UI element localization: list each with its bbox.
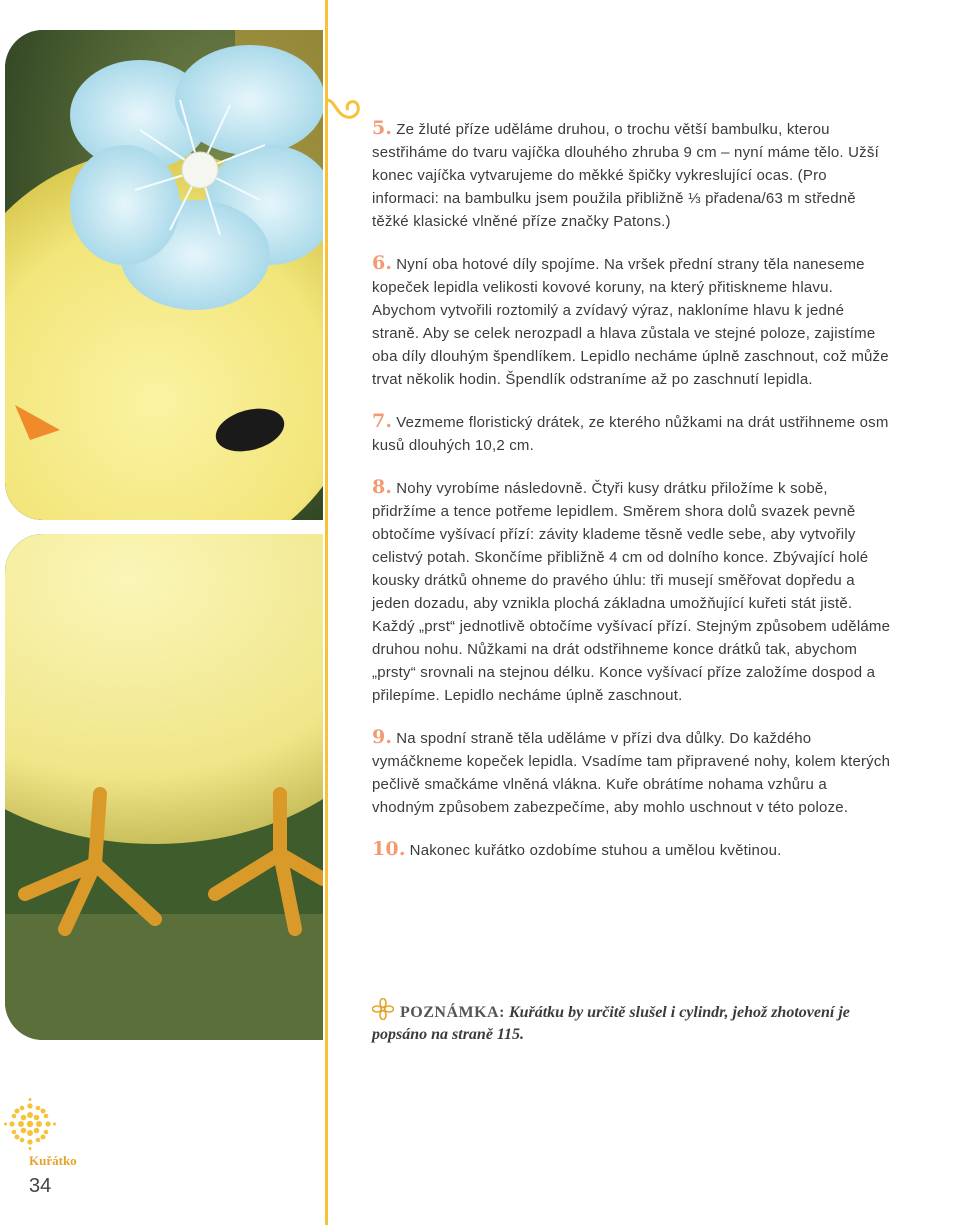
curl-hook-icon [326, 96, 362, 132]
step-7 [372, 410, 892, 457]
step-number: 10. [372, 838, 406, 860]
note-label: POZNÁMKA: [400, 1004, 505, 1021]
step-number: 9. [372, 726, 393, 748]
step-text: Nohy vyrobíme následovně. Čtyři kusy drátku přiložíme k sobě, přidržíme a tence potřeme lepidlem. Směrem shora dolů svazek pevně obtočíme vyšívací přízí: závity klademe těsně vedle sebe, aby vytvořily celistvý potah. Skončíme přibližně 4 cm od dolního konce. Zbývající holé kousky drátků ohneme do pravého úhlu: tři musejí směřovat dopředu a jeden dozadu, aby vznikla plochá základna umožňující kuřeti stát jistě. Každý „prst“ jednotlivě obtočíme vyšívací přízí. Stejným způsobem uděláme druhou nohu. Nůžkami na drát odstřihneme konce drátků tak, abychom „prsty“ srovnali na stejnou délku. Konce vyšívací příze založíme dospod a přilepíme. Lepidlo necháme úplně zaschnout. [372, 480, 891, 704]
chick-head-photo [5, 30, 323, 520]
step-text: Na spodní straně těla uděláme v přízi dva důlky. Do každého vymáčkneme kopeček lepidla. Vsadíme tam připravené nohy, kolem kterých pečlivě smačkáme vlněná vlákna. Kuře obrátíme nohama vzhůru a vhodným způsobem zabezpečíme, aby mohlo uschnout v této poloze. [372, 730, 891, 816]
dot-cluster-icon [4, 1098, 56, 1150]
step-text: Ze žluté příze uděláme druhou, o trochu větší bambulku, kterou sestřiháme do tvaru vajíčka dlouhého zhruba 9 cm – nyní máme tělo. Užší konec vajíčka vytvarujeme do měkké špičky vykreslující ocas. (Pro informaci: na bambulku jsem použila přibližně ⅓ přadena/63 m středně těžké klasické vlněné příze značky Patons.) [372, 121, 879, 230]
step-number: 6. [372, 252, 393, 274]
instruction-steps [372, 117, 892, 881]
step-6 [372, 252, 892, 391]
step-9 [372, 726, 892, 819]
step-5 [372, 117, 892, 233]
accent-rule [325, 0, 328, 1225]
step-10 [372, 838, 892, 862]
step-text: Vezmeme floristický drátek, ze kterého nůžkami na drát ustřihneme osm kusů dlouhých 10,2 cm. [372, 414, 889, 454]
note-text: Kuřátku by určitě slušel i cylindr, jehož zhotovení je popsáno na straně 115. [372, 1004, 850, 1043]
step-number: 7. [372, 410, 393, 432]
flower-icon [372, 998, 394, 1020]
step-text: Nakonec kuřátko ozdobíme stuhou a umělou květinou. [409, 842, 782, 859]
chapter-title: Kuřátko [29, 1153, 77, 1168]
page-number: 34 [29, 1175, 52, 1197]
step-8 [372, 476, 892, 707]
chick-legs-photo [5, 534, 323, 1040]
step-text: Nyní oba hotové díly spojíme. Na vršek přední strany těla naneseme kopeček lepidla velikosti kovové koruny, na který přitiskneme hlavu. Abychom vytvořili roztomilý a zvídavý výraz, nakloníme hlavu k jedné straně. Aby se celek nerozpadl a hlava zůstala ve stejné poloze, zajistíme oba díly dlouhým špendlíkem. Lepidlo necháme úplně zaschnout, což může trvat několik hodin. Špendlík odstraníme až po zaschnutí lepidla. [372, 256, 889, 388]
note-box [372, 998, 892, 1046]
step-number: 8. [372, 476, 393, 498]
step-number: 5. [372, 117, 393, 139]
